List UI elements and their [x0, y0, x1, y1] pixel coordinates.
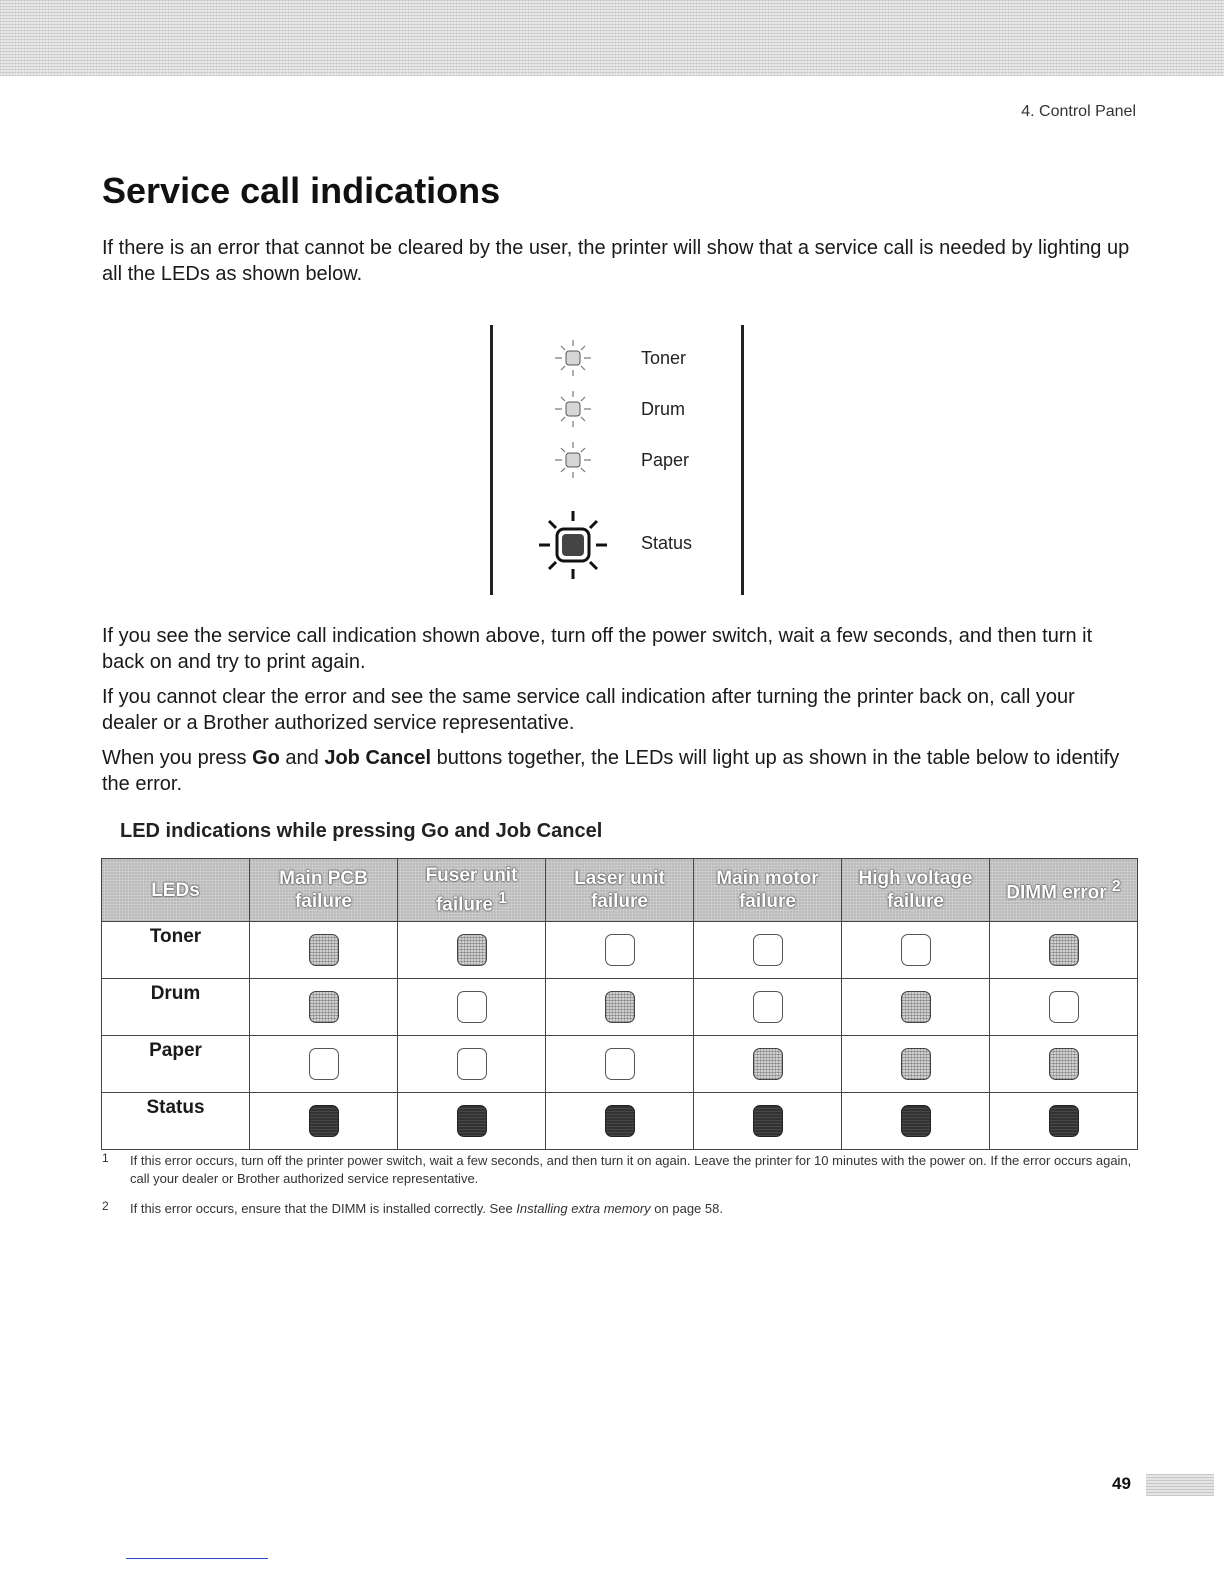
footnote-text: If this error occurs, turn off the printer power switch, wait a few seconds, and then turn it on again. Leave the printer for 10 minutes with the power on. If the error occurs again, call your dealer or Brother authorized service representative.: [130, 1153, 1132, 1186]
led-cell: [546, 1093, 694, 1150]
status-led-on-icon: [457, 1105, 487, 1137]
column-header: [250, 859, 398, 922]
figure-label-toner: Toner: [641, 348, 687, 368]
table-row: [102, 1036, 1138, 1093]
led-off-icon: [901, 934, 931, 966]
paragraph-power-cycle: If you see the service call indication shown above, turn off the power switch, wait a few seconds, and then turn it back on and try to print again.: [102, 625, 1093, 673]
column-header-line1: High voltage: [858, 868, 973, 889]
paragraph-buttons-and: and: [279, 747, 325, 769]
blinking-led-icon: [553, 440, 593, 480]
led-off-icon: [753, 991, 783, 1023]
led-on-icon: [901, 991, 931, 1023]
column-header-line1: DIMM error: [1006, 882, 1107, 904]
led-on-icon: [1049, 1048, 1079, 1080]
led-on-icon: [753, 1048, 783, 1080]
led-cell: [990, 1036, 1138, 1093]
row-label: Paper: [102, 1036, 250, 1093]
paragraph-buttons: [102, 745, 1132, 797]
table-body: [102, 922, 1138, 1150]
column-header: [398, 859, 546, 922]
table-row: [102, 922, 1138, 979]
table-row: [102, 1093, 1138, 1150]
figure-row-toner: [493, 338, 747, 378]
led-indication-table: [101, 858, 1138, 1150]
led-cell: [546, 1036, 694, 1093]
footnote-text-after: on page 58.: [650, 1201, 723, 1216]
blinking-led-icon: [553, 389, 593, 429]
led-cell: [842, 922, 990, 979]
header-band: [0, 0, 1224, 76]
led-off-icon: [1049, 991, 1079, 1023]
status-led-icon: [537, 509, 609, 581]
figure-row-drum: [493, 389, 747, 429]
footnote-2: [102, 1200, 1132, 1218]
paragraph-call-dealer: If you cannot clear the error and see the same service call indication after turning the printer back on, call your dealer or a Brother authorized service representative.: [102, 686, 1075, 734]
figure-row-status: [493, 525, 747, 565]
figure-row-paper: [493, 440, 747, 480]
column-header-line1: Laser unit: [574, 868, 665, 889]
led-cell: [990, 1093, 1138, 1150]
column-header: [990, 859, 1138, 922]
column-header-line2: failure: [435, 894, 493, 916]
footnote-ref: 2: [1111, 878, 1121, 896]
led-cell: [398, 979, 546, 1036]
column-header-line1: Main PCB: [279, 868, 368, 889]
table-header-row: [102, 859, 1138, 922]
led-cell: [250, 922, 398, 979]
row-label: Status: [102, 1093, 250, 1150]
row-label: Toner: [102, 922, 250, 979]
figure-label-status: Status: [641, 533, 693, 553]
column-header-line2: failure: [738, 891, 797, 912]
footnote-mark: 1: [102, 1151, 109, 1165]
led-on-icon: [901, 1048, 931, 1080]
led-off-icon: [753, 934, 783, 966]
service-call-figure: [490, 325, 744, 595]
led-cell: [398, 1093, 546, 1150]
column-header: [694, 859, 842, 922]
led-on-icon: [605, 991, 635, 1023]
footnote-text: [130, 1200, 1132, 1218]
led-cell: [398, 1036, 546, 1093]
table-row: [102, 979, 1138, 1036]
row-label: Drum: [102, 979, 250, 1036]
led-cell: [546, 922, 694, 979]
column-header-line2: failure: [590, 891, 649, 912]
led-off-icon: [457, 1048, 487, 1080]
column-header-leds: LEDs: [102, 859, 250, 922]
led-on-icon: [457, 934, 487, 966]
led-off-icon: [457, 991, 487, 1023]
column-header-line2: failure: [294, 891, 353, 912]
page-title: Service call indications: [102, 170, 501, 211]
footnote-mark: 2: [102, 1199, 109, 1213]
led-on-icon: [1049, 934, 1079, 966]
figure-label-paper: Paper: [641, 450, 690, 470]
led-off-icon: [605, 1048, 635, 1080]
led-cell: [694, 1036, 842, 1093]
led-cell: [694, 979, 842, 1036]
intro-paragraph: If there is an error that cannot be cleared by the user, the printer will show that a service call is needed by lighting up all the LEDs as shown below.: [102, 237, 1130, 285]
column-header-line1: Main motor: [716, 868, 819, 889]
page-number: 49: [1112, 1474, 1131, 1493]
status-led-on-icon: [1049, 1105, 1079, 1137]
blinking-led-icon: [553, 338, 593, 378]
go-button-label: Go: [252, 747, 280, 769]
led-cell: [694, 1093, 842, 1150]
led-cell: [250, 1036, 398, 1093]
footnote-1: [102, 1152, 1132, 1188]
status-led-on-icon: [753, 1105, 783, 1137]
column-header: [546, 859, 694, 922]
figure-label-drum: Drum: [641, 399, 685, 419]
led-cell: [250, 1093, 398, 1150]
led-cell: [250, 979, 398, 1036]
led-cell: [546, 979, 694, 1036]
status-led-on-icon: [901, 1105, 931, 1137]
memory-reference-link[interactable]: Installing extra memory: [516, 1201, 651, 1216]
led-cell: [990, 979, 1138, 1036]
led-cell: [398, 922, 546, 979]
led-on-icon: [309, 934, 339, 966]
bottom-rule: [126, 1558, 268, 1559]
status-led-on-icon: [309, 1105, 339, 1137]
led-cell: [842, 1093, 990, 1150]
led-off-icon: [309, 1048, 339, 1080]
paragraph-buttons-text: When you press: [102, 747, 253, 769]
led-cell: [842, 1036, 990, 1093]
page-number-band: [1146, 1474, 1214, 1496]
footnote-text-before: If this error occurs, ensure that the DIMM is installed correctly. See: [130, 1201, 517, 1216]
led-cell: [990, 922, 1138, 979]
table-heading: LED indications while pressing Go and Job Cancel: [120, 820, 603, 842]
led-off-icon: [605, 934, 635, 966]
column-header-line1: Fuser unit: [425, 864, 518, 886]
led-cell: [842, 979, 990, 1036]
led-cell: [694, 922, 842, 979]
column-header-line2: failure: [886, 891, 945, 912]
paragraph-buttons-rest: buttons together, the LEDs will light up as shown in the table below to identify the error.: [102, 747, 1120, 795]
status-led-on-icon: [605, 1105, 635, 1137]
led-on-icon: [309, 991, 339, 1023]
column-header: [842, 859, 990, 922]
job-cancel-button-label: Job Cancel: [324, 747, 432, 769]
footnote-ref: 1: [498, 889, 508, 907]
section-label: 4. Control Panel: [1021, 103, 1136, 120]
